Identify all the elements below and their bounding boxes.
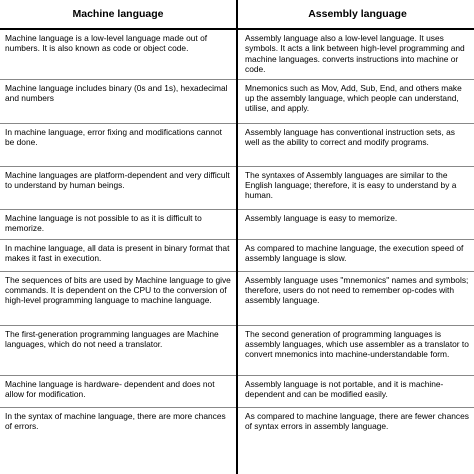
assembly-language-cell: The syntaxes of Assembly languages are similar to the English language; therefore, it is easy to understand by a human. bbox=[237, 166, 474, 209]
assembly-language-cell: Assembly language is not portable, and it is machine-dependent and can be modified easily. bbox=[237, 375, 474, 407]
machine-language-header: Machine language bbox=[0, 0, 237, 29]
table-header bbox=[0, 0, 474, 29]
assembly-language-cell: The second generation of programming languages is assembly languages, which use assembler as a translator to convert mnemonics into machine-understandable form. bbox=[237, 325, 474, 375]
table-row bbox=[0, 166, 474, 209]
header-row bbox=[0, 0, 474, 29]
assembly-language-cell: Assembly language has conventional instruction sets, as well as the ability to correct and modify programs. bbox=[237, 123, 474, 166]
assembly-language-cell: Assembly language also a low-level language. It uses symbols. It acts a link between high-level programming and machine languages. converts instructions into machine or code. bbox=[237, 29, 474, 79]
table-row bbox=[0, 123, 474, 166]
assembly-language-cell: As compared to machine language, the execution speed of assembly language is slow. bbox=[237, 239, 474, 271]
table-row bbox=[0, 407, 474, 474]
machine-language-cell: Machine language is hardware- dependent and does not allow for modification. bbox=[0, 375, 237, 407]
machine-language-cell: Machine language includes binary (0s and 1s), hexadecimal and numbers bbox=[0, 79, 237, 123]
table-row bbox=[0, 239, 474, 271]
machine-language-cell: Machine language is a low-level language made out of numbers. It is also known as code or object code. bbox=[5, 33, 208, 54]
assembly-language-cell: Assembly language uses "mnemonics" names and symbols; therefore, users do not need to remember op-codes with assembly language. bbox=[237, 271, 474, 325]
machine-language-cell: Machine language is not possible to as it is difficult to memorize. bbox=[0, 209, 237, 239]
table-body bbox=[0, 29, 474, 474]
machine-language-cell: In machine language, error fixing and modifications cannot be done. bbox=[0, 123, 237, 166]
assembly-language-cell: Assembly language is easy to memorize. bbox=[237, 209, 474, 239]
assembly-language-cell: As compared to machine language, there are fewer chances of syntax errors in assembly language. bbox=[237, 407, 474, 474]
table-row bbox=[0, 325, 474, 375]
table-row bbox=[0, 375, 474, 407]
table-row bbox=[0, 209, 474, 239]
table-row bbox=[0, 29, 474, 79]
table-row bbox=[0, 79, 474, 123]
machine-language-cell: The first-generation programming languages are Machine languages, which do not need a translator. bbox=[0, 325, 237, 375]
machine-language-cell: In the syntax of machine language, there are more chances of errors. bbox=[0, 407, 237, 474]
assembly-language-cell: Mnemonics such as Mov, Add, Sub, End, and others make up the assembly language, which people can understand, utilise, and apply. bbox=[237, 79, 474, 123]
machine-language-cell: The sequences of bits are used by Machine language to give commands. It is dependent on the CPU to the conversion of high-level programming language to machine language. bbox=[0, 271, 237, 325]
machine-language-cell: Machine languages are platform-dependent and very difficult to understand by human beings. bbox=[0, 166, 237, 209]
assembly-language-header: Assembly language bbox=[237, 0, 474, 29]
table-row bbox=[0, 271, 474, 325]
machine-language-cell: In machine language, all data is present in binary format that makes it fast in execution. bbox=[0, 239, 237, 271]
